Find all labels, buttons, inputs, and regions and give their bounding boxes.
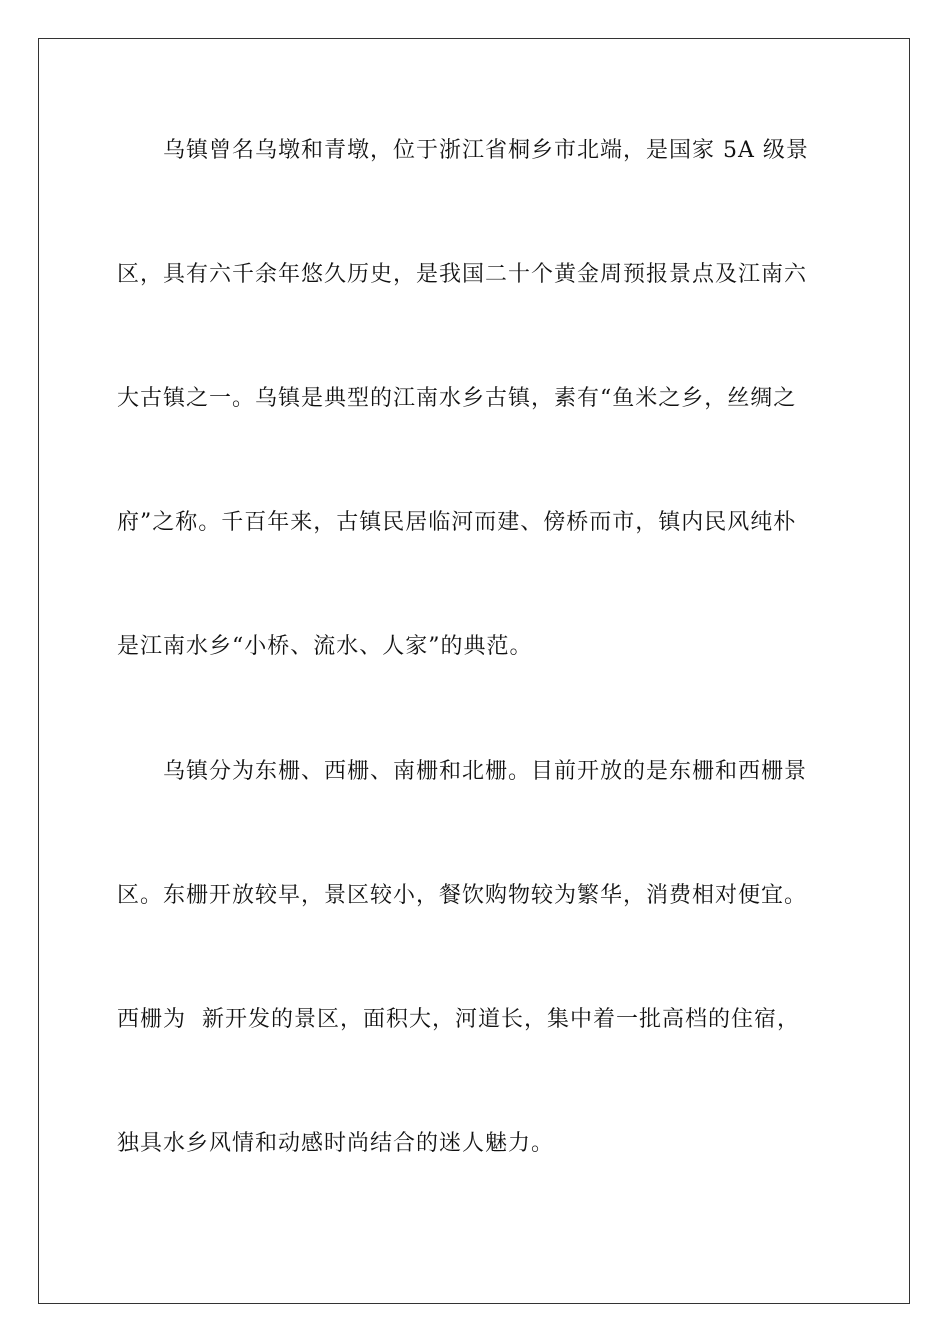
- paragraph-1-line-1: 乌镇曾名乌墩和青墩，位于浙江省桐乡市北端，是国家 5A 级景: [163, 138, 809, 163]
- paragraph-2-line-3: 西栅为 新开发的景区，面积大，河道长，集中着一批高档的住宿，: [117, 1007, 800, 1032]
- paragraph-1-line-4: 府”之称。千百年来，古镇民居临河而建、傍桥而市，镇内民风纯朴: [117, 510, 797, 535]
- paragraph-2-line-2: 区。东栅开放较早，景区较小，餐饮购物较为繁华，消费相对便宜。: [117, 883, 808, 908]
- paragraph-1-line-3: 大古镇之一。乌镇是典型的江南水乡古镇，素有“鱼米之乡，丝绸之: [117, 386, 797, 411]
- paragraph-2-line-1: 乌镇分为东栅、西栅、南栅和北栅。目前开放的是东栅和西栅景: [163, 759, 808, 784]
- page-frame: [38, 38, 910, 1304]
- paragraph-1-line-2: 区，具有六千余年悠久历史，是我国二十个黄金周预报景点及江南六: [117, 262, 808, 287]
- paragraph-1-line-5: 是江南水乡“小桥、流水、人家”的典范。: [117, 634, 533, 659]
- paragraph-2-line-4: 独具水乡风情和动感时尚结合的迷人魅力。: [117, 1131, 555, 1156]
